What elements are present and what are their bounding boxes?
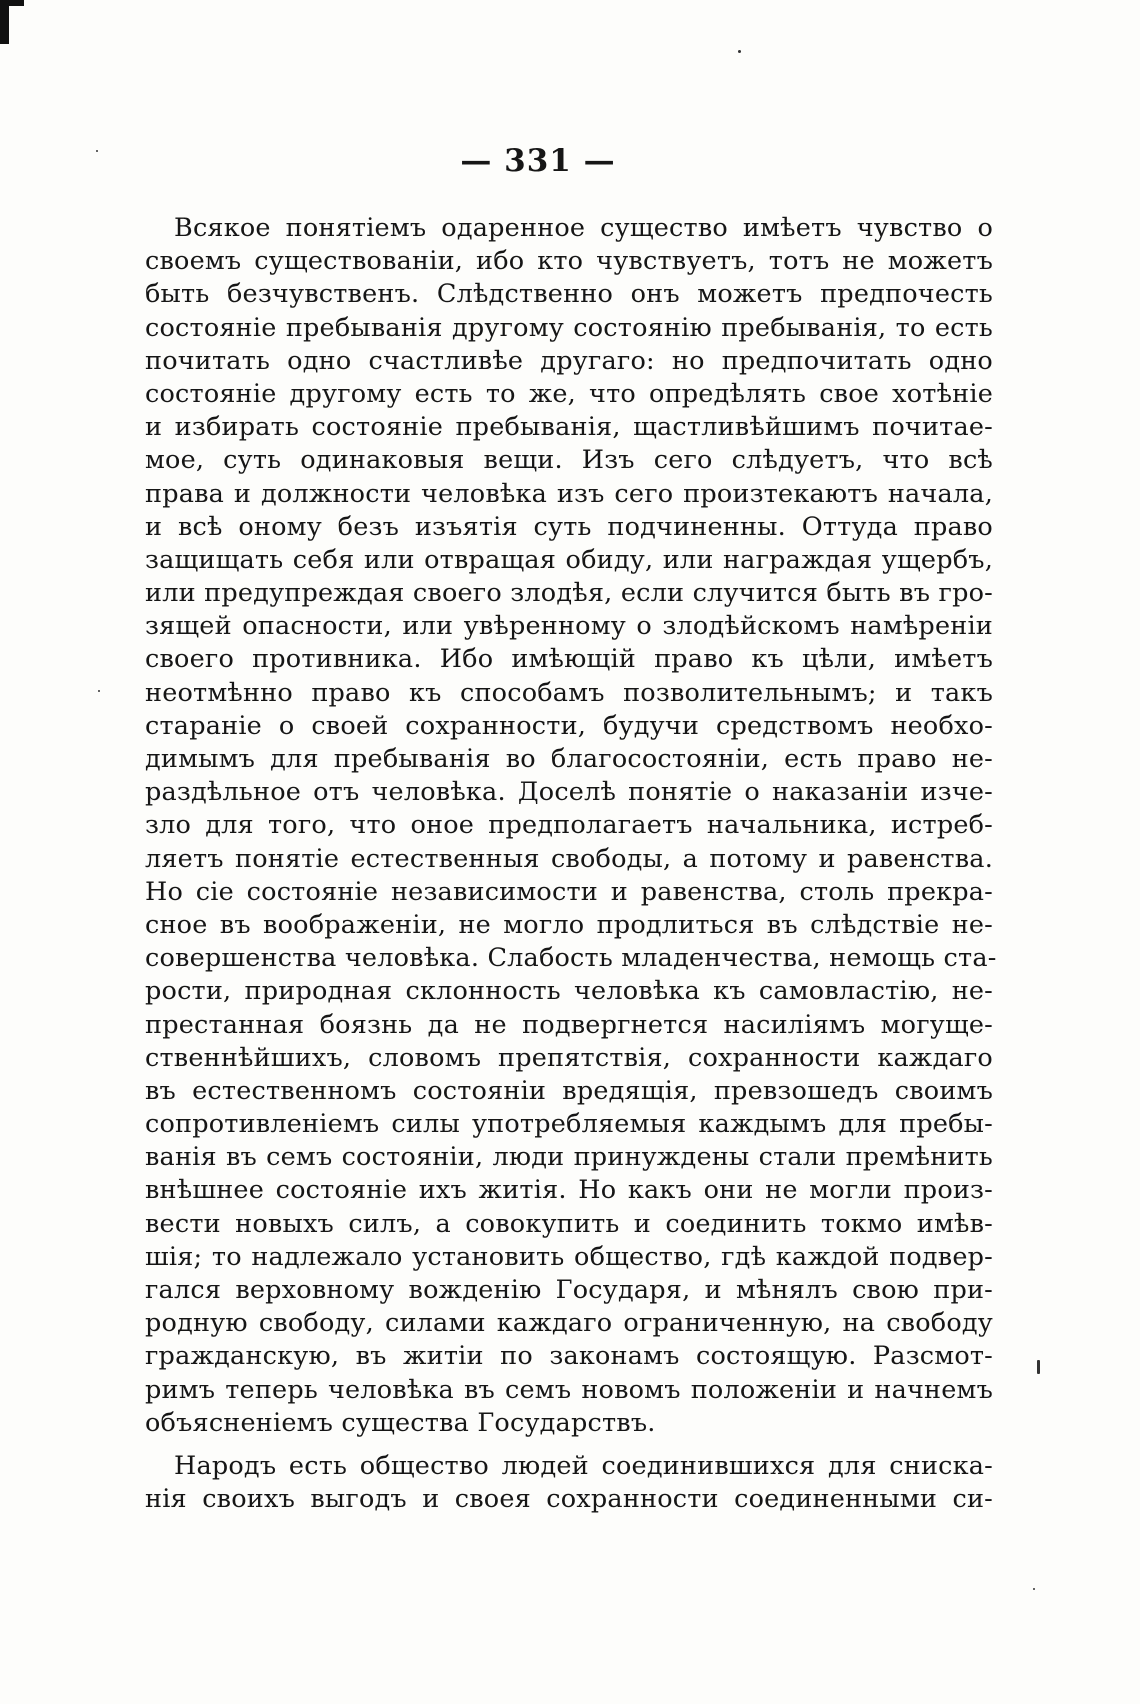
text-line: права и должности человѣка изъ сего произтекаютъ начала,: [145, 478, 993, 509]
text-line: Всякое понятіемъ одаренное существо имѣетъ чувство о: [174, 213, 993, 243]
text-line: неотмѣнно право къ способамъ позволительнымъ; и такъ: [145, 677, 993, 708]
text-line: престанная боязнь да не подвергнется насиліямъ могуще-: [145, 1009, 993, 1040]
scan-speck: [1037, 1360, 1040, 1374]
text-line: гражданскую, въ житіи по законамъ состоящую. Разсмот-: [145, 1341, 993, 1372]
text-line: ванія въ семъ состояніи, люди принуждены стали премѣнить: [145, 1142, 993, 1173]
text-line: родную свободу, силами каждаго ограниченную, на свободу: [145, 1308, 993, 1339]
page-number: — 331 —: [460, 143, 616, 179]
scan-speck: [738, 50, 741, 53]
text-line: ственнѣйшихъ, словомъ препятствія, сохранности каждаго: [145, 1042, 993, 1073]
text-line: рости, природная склонность человѣка къ самовластію, не-: [145, 976, 993, 1007]
text-line: совершенства человѣка. Слабость младенчества, немощь ста-: [145, 943, 997, 974]
text-line: нія своихъ выгодъ и своея сохранности соединенными си-: [145, 1484, 993, 1515]
text-line: шія; то надлежало установить общество, гдѣ каждой подвер-: [145, 1241, 993, 1272]
text-line: быть безчувственъ. Слѣдственно онъ можетъ предпочесть: [145, 279, 993, 310]
text-line: римъ теперь человѣка въ семъ новомъ положеніи и начнемъ: [145, 1374, 993, 1405]
scan-speck: [98, 690, 100, 692]
text-line: Народъ есть общество людей соединившихся для сниска-: [174, 1450, 993, 1481]
paragraph-2: [145, 1450, 993, 1516]
body-text: [145, 212, 997, 1516]
text-line: зло для того, что оное предполагаетъ начальника, истреб-: [145, 810, 993, 841]
scan-speck: [1033, 1588, 1035, 1590]
text-line: и всѣ оному безъ изъятія суть подчиненны. Оттуда право: [145, 511, 993, 542]
paragraph-gap: [145, 1440, 993, 1450]
text-line: ляетъ понятіе естественныя свободы, а потому и равенства.: [145, 843, 993, 874]
text-line: своего противника. Ибо имѣющій право къ цѣли, имѣетъ: [145, 644, 993, 675]
text-line: почитать одно счастливѣе другаго: но предпочитать одно: [145, 345, 993, 376]
text-line: Но сіе состояніе независимости и равенства, столь прекра-: [145, 876, 993, 907]
text-line: стараніе о своей сохранности, будучи средствомъ необхо-: [145, 710, 993, 741]
text-line: зящей опасности, или увѣренному о злодѣйскомъ намѣреніи: [145, 611, 993, 642]
text-line: вести новыхъ силъ, а совокупить и соединить токмо имѣв-: [145, 1208, 993, 1239]
text-line: состояніе другому есть то же, что опредѣлять свое хотѣніе: [145, 378, 993, 409]
text-line: въ естественномъ состояніи вредящія, превзошедъ своимъ: [145, 1075, 993, 1106]
text-line: сопротивленіемъ силы употребляемыя каждымъ для пребы-: [145, 1109, 993, 1140]
text-line: раздѣльное отъ человѣка. Доселѣ понятіе о наказаніи изче-: [145, 777, 993, 808]
scan-corner-mark: [0, 0, 9, 44]
text-line: и избирать состояніе пребыванія, щастливѣйшимъ почитае-: [145, 412, 993, 443]
text-line: гался верховному вожденію Государя, и мѣнялъ свою при-: [145, 1275, 993, 1305]
text-line: или предупреждая своего злодѣя, если случится быть въ гро-: [145, 578, 993, 609]
text-line: димымъ для пребыванія во благосостояніи, есть право не-: [145, 744, 993, 774]
text-line: защищать себя или отвращая обиду, или награждая ущербъ,: [145, 544, 993, 575]
text-line: объясненіемъ существа Государствъ.: [145, 1407, 656, 1438]
text-line: внѣшнее состояніе ихъ житія. Но какъ они не могли произ-: [145, 1175, 993, 1206]
paragraph-1: [145, 212, 997, 1440]
text-line: состояніе пребыванія другому состоянію пребыванія, то есть: [145, 312, 993, 343]
text-line: мое, суть одинаковыя вещи. Изъ сего слѣдуетъ, что всѣ: [145, 445, 993, 476]
text-line: своемъ существованіи, ибо кто чувствуетъ, тотъ не можетъ: [145, 246, 993, 277]
text-line: сное въ воображеніи, не могло продлиться въ слѣдствіе не-: [145, 909, 993, 940]
